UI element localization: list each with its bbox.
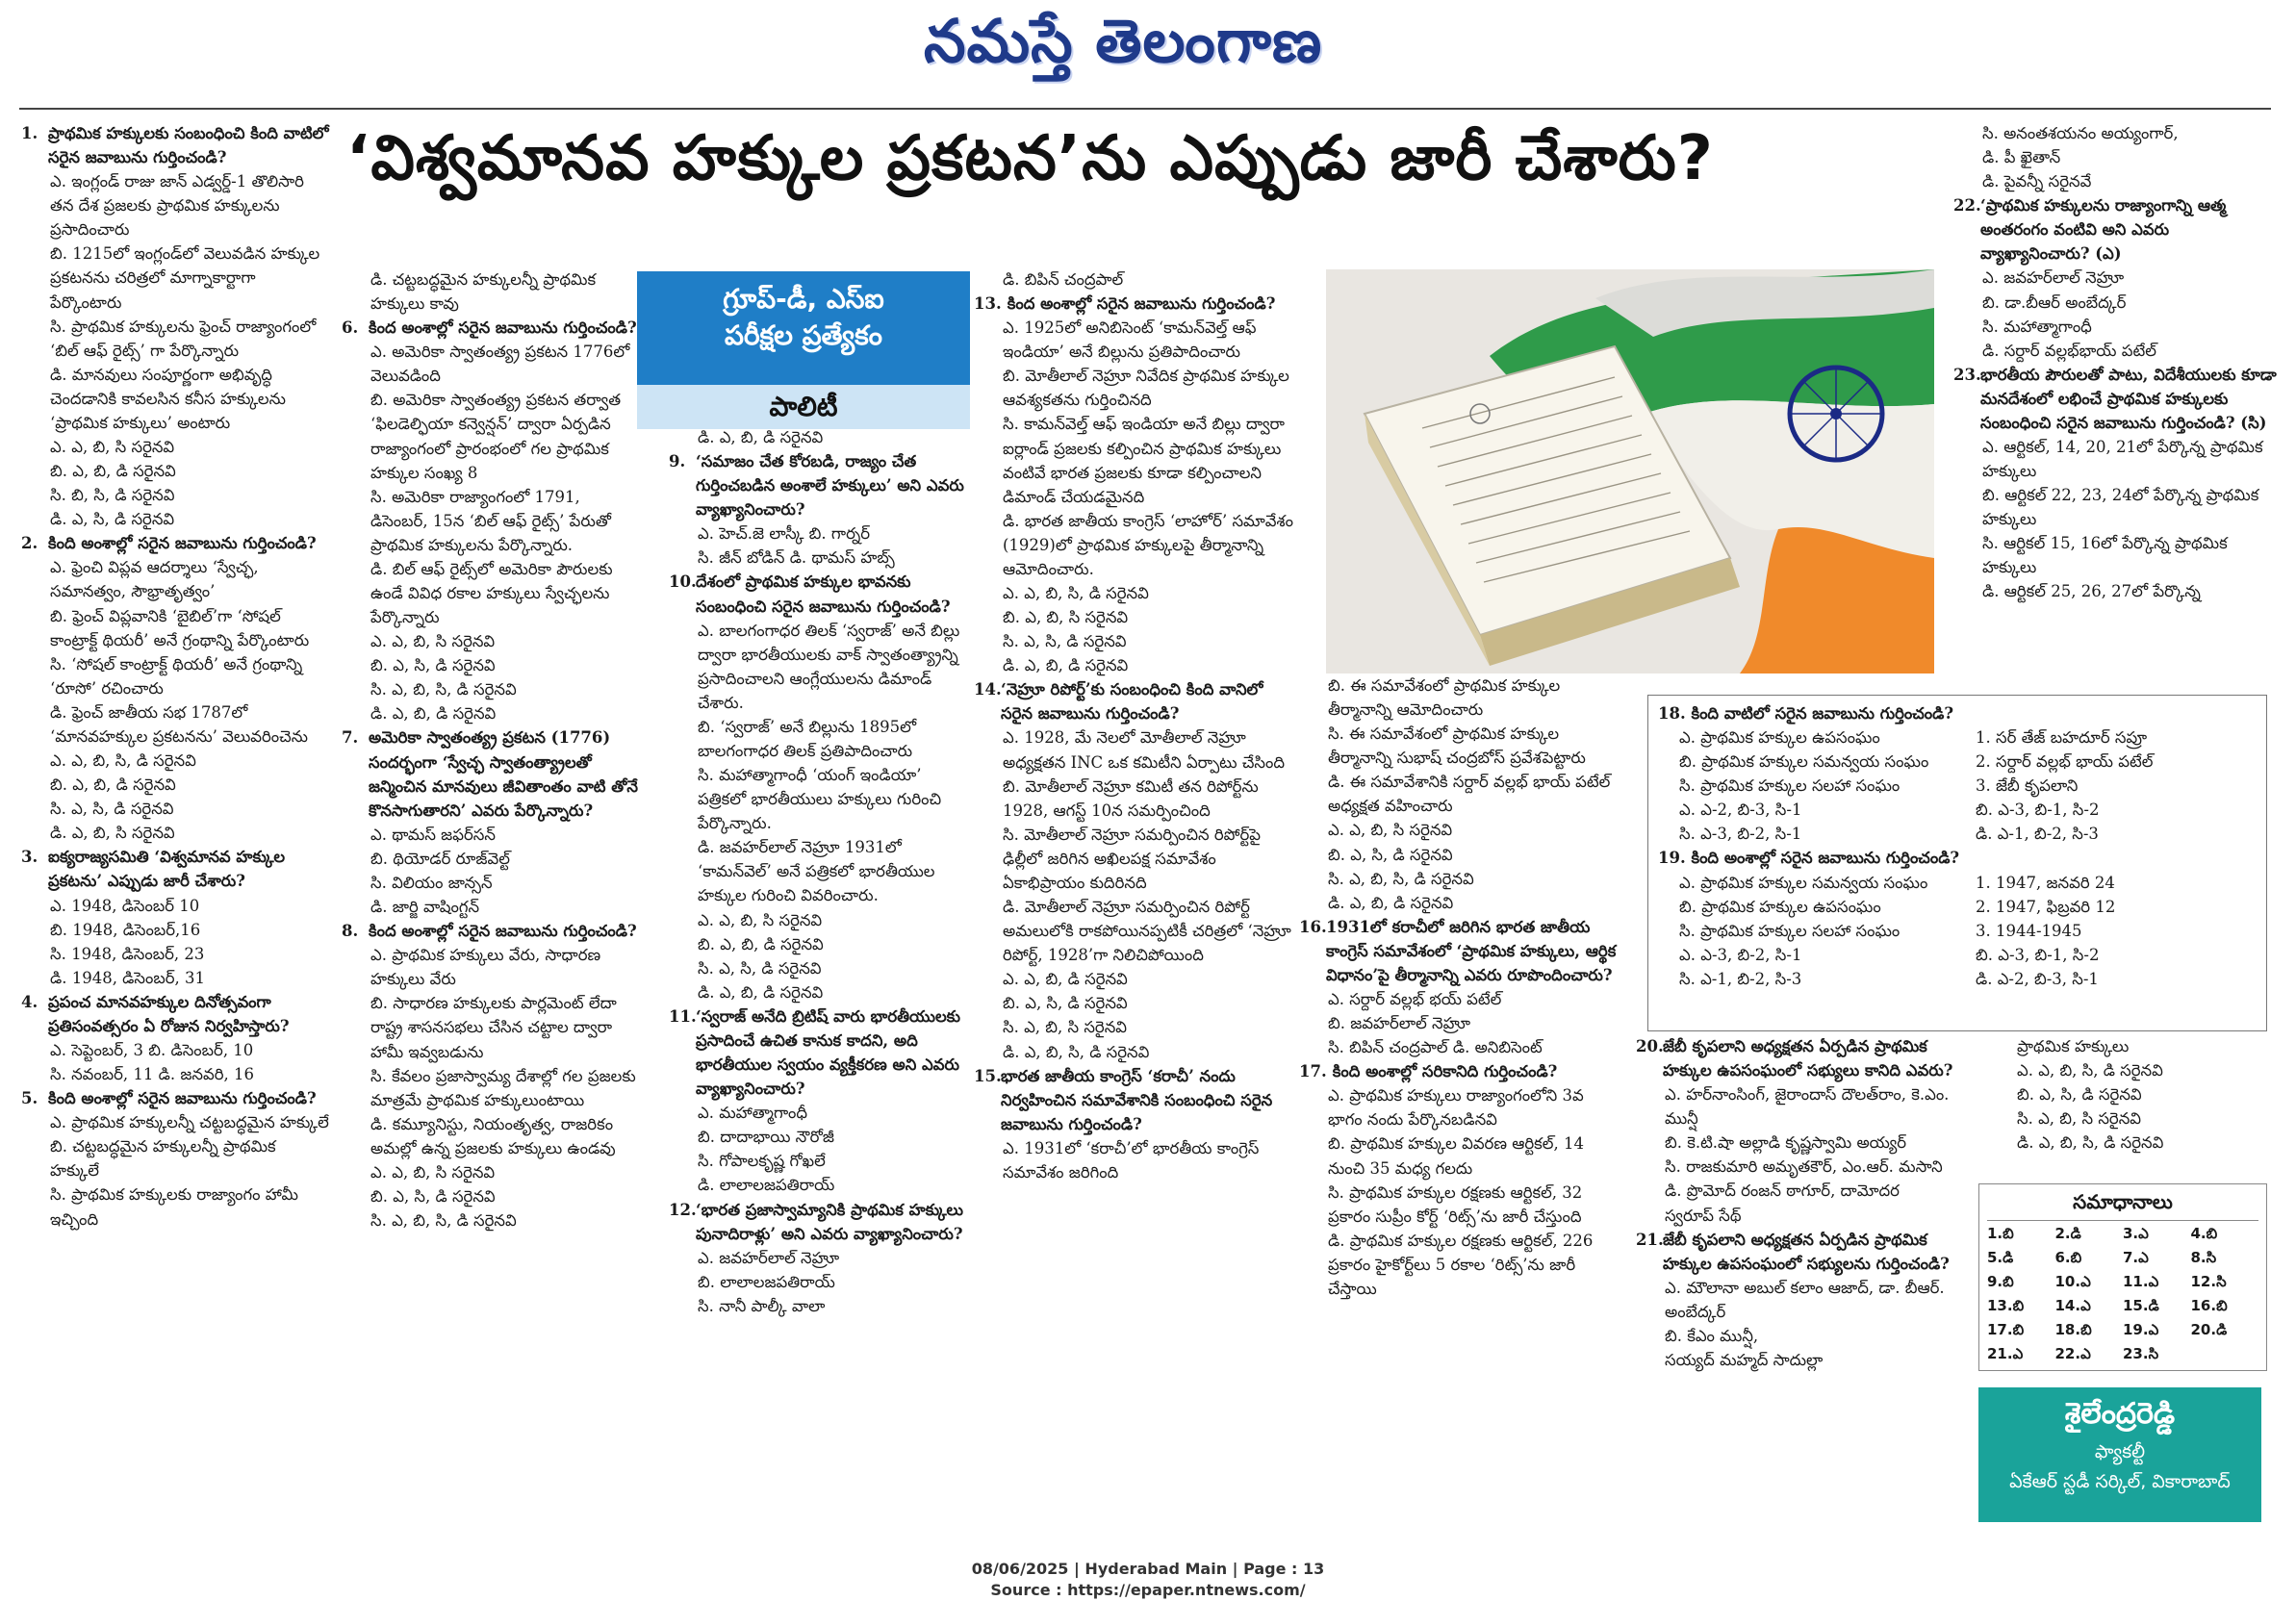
match-row	[1658, 822, 2257, 846]
question-text: ‘స్వరాజ్ అనేది బ్రిటిష్ వారు భారతీయులకు ప్రసాదించే ఉచిత కానుక కాదని, అది భారతీయుల స్వయం వ్యక్తీకరణ అని ఎవరు వ్యాఖ్యానించారు?	[696, 1006, 960, 1099]
option-text: ఎ. 1928, మే నెలలో మోతీలాల్ నెహ్రూ అధ్యక్షతన INC ఒక కమిటీని ఏర్పాటు చేసింది	[1003, 728, 1285, 772]
match-row	[1658, 919, 2257, 943]
question	[1636, 1034, 1953, 1082]
option-text: ఎ. జవహర్‌లాల్ నెహ్రూ	[1982, 268, 2125, 288]
option-text: సి. ఎ, బి, సి సరైనవి	[1003, 1018, 1128, 1037]
question-text: ‘సమాజం చేత కోరబడి, రాజ్యం చేత గుర్తించబడిన అంశాలే హక్కులు’ అని ఎవరు వ్యాఖ్యానించారు?	[696, 452, 964, 520]
answer-item: 3.ఎ	[2123, 1225, 2149, 1242]
question-number: 5.	[21, 1089, 38, 1108]
option-text: డి. ప్రొమోద్ రంజన్ ఠాగూర్, దామోదర స్వరూప్ సేథ్	[1665, 1182, 1900, 1225]
match-left: సి. ఎ-1, బి-2, సి-3	[1679, 969, 1802, 988]
page-footer	[0, 1559, 2296, 1601]
option-text: డి. ఎ, బి, డి సరైనవి	[370, 704, 497, 724]
question-19: 19. కింది అంశాల్లో సరైన జవాబును గుర్తించండి?	[1658, 849, 1960, 868]
option-text: ఎ. ప్రాథమిక హక్కులన్నీ చట్టబద్ధమైన హక్కులే	[50, 1113, 329, 1132]
column-7	[1953, 121, 2281, 604]
option-text: సి. బిపిన్ చంద్రపాల్ డి. అనిబిసెంట్	[1328, 1038, 1543, 1057]
question	[1299, 1059, 1617, 1083]
question-number: 12.	[669, 1200, 697, 1219]
question-number: 23.	[1953, 365, 1981, 384]
answer-item: 17.బి	[1987, 1321, 2025, 1338]
option-text: సి. బి, సి, డి సరైనవి	[50, 486, 175, 505]
option-text: డి. పైవన్నీ సరైనవే	[1982, 172, 2092, 191]
masthead-divider	[19, 108, 2271, 110]
option-text: డి. మోతీలాల్ నెహ్రూ సమర్పించిన రిపోర్ట్ అమలులోకి రాకపోయినప్పటికీ చరిత్రలో ‘నెహ్రూ రిపోర్ట్, 1928’గా నిలిచిపోయింది	[1003, 898, 1291, 965]
answer-item: 16.బి	[2190, 1297, 2228, 1314]
answer-item: 10.ఎ	[2054, 1273, 2091, 1290]
option-text: డి. లాలాలజపతిరాయ్	[698, 1176, 835, 1195]
answer-item: 13.బి	[1987, 1297, 2025, 1314]
question-text: కింద అంశాల్లో సరైన జవాబును గుర్తించండి?	[369, 922, 637, 941]
match-row	[1658, 871, 2257, 895]
answer-item: 14.ఎ	[2054, 1297, 2091, 1314]
question	[974, 292, 1296, 316]
option-text: ఎ. ఎ, బి, సి, డి సరైనవి	[1003, 584, 1149, 603]
answer-item: 9.బి	[1987, 1273, 2014, 1290]
answer-item: 7.ఎ	[2123, 1249, 2149, 1266]
option-text: సి. రాజకుమారి అమృతకౌర్, ఎం.ఆర్. మసాని	[1665, 1157, 1943, 1177]
option-text: బి. ఎ, సి, డి సరైనవి	[1328, 845, 1453, 864]
question	[21, 121, 329, 169]
question-number: 17.	[1299, 1062, 1327, 1081]
option-text: సి. ప్రాథమిక హక్కులను ఫ్రెంచ్ రాజ్యాంగంలో ‘బిల్ ఆఫ్ రైట్స్’ గా పేర్కొన్నారు	[50, 317, 317, 360]
option-text: ఎ. ఎ, బి, డి సరైనవి	[1003, 970, 1128, 989]
option-text: బి. చట్టబద్ధమైన హక్కులన్నీ ప్రాథమిక హక్కులే	[50, 1137, 276, 1181]
question-number: 1.	[21, 124, 38, 142]
question-text: జేబీ కృపలాని అధ్యక్షతన ఏర్పడిన ప్రాథమిక హక్కుల ఉపసంఘంలో సభ్యులను గుర్తించండి?	[1663, 1230, 1950, 1273]
option-text: సి. ‘సోషల్ కాంట్రాక్ట్ థియరీ’ అనే గ్రంథాన్ని ‘రూసో’ రచించారు	[50, 654, 303, 698]
option-text: సి. మహాత్మాగాంధీ ‘యంగ్ ఇండియా’ పత్రికలో భారతీయులు హక్కులు గురించి పేర్కొన్నారు.	[698, 766, 942, 833]
option-text: ఎ. ఎ, బి, సి, డి సరైనవి	[2017, 1061, 2163, 1080]
page-headline: ‘విశ్వమానవ హక్కుల ప్రకటన’ను ఎప్పుడు జారీ చేశారు?	[346, 123, 1714, 194]
match-row	[1658, 750, 2257, 774]
option-text: డి. చట్టబద్ధమైన హక్కులన్నీ ప్రాథమిక హక్కులు కావు	[370, 270, 597, 314]
option-text: డి. ఎ, బి, సి సరైనవి	[50, 824, 175, 843]
answer-item: 20.డి	[2190, 1321, 2228, 1338]
question-text: జేబీ కృపలాని అధ్యక్షతన ఏర్పడిన ప్రాథమిక హక్కుల ఉపసంఘంలో సభ్యులు కానిది ఎవరు?	[1663, 1037, 1953, 1080]
option-text: డి. ఫ్రెంచ్ జాతీయ సభ 1787లో ‘మానవహక్కుల ప్రకటనను’ వెలువరించెను	[50, 702, 309, 746]
match-right: 1. 1947, జనవరి 24	[1976, 873, 2115, 892]
option-text: బి. కేఎం మున్షీ,	[1665, 1326, 1759, 1345]
question-text: ఐక్యరాజ్యసమితి ‘విశ్వమానవ హక్కుల ప్రకటను’ ఎప్పుడు జారీ చేశారు?	[48, 848, 286, 891]
option-text: డి. ఎ, బి, సి, డి సరైనవి	[1003, 1042, 1150, 1061]
option-text: సి. ఈ సమావేశంలో ప్రాథమిక హక్కుల తీర్మానాన్ని సుభాష్ చంద్రబోస్ ప్రవేశపెట్టారు	[1328, 724, 1586, 768]
question	[342, 316, 640, 340]
option-text: డి. ఈ సమావేశానికి సర్దార్ వల్లభ్ భాయ్ పటేల్ అధ్యక్షత వహించారు	[1328, 773, 1611, 816]
answer-item: 23.సి	[2123, 1345, 2159, 1362]
option-text: బి. దాదాభాయి నౌరోజీ	[698, 1128, 834, 1147]
option-text: డి. మానవులు సంపూర్ణంగా అభివృద్ధి చెందడానికి కావలసిన కనీస హక్కులను ‘ప్రాథమిక హక్కులు’ అంటారు	[50, 365, 286, 432]
option-text: సి. మహాత్మాగాంధీ	[1982, 317, 2092, 336]
option-text: బి. 1215లో ఇంగ్లండ్‌లో వెలువడిన హక్కుల ప్రకటనను చరిత్రలో మాగ్నాకార్టాగా పేర్కొంటారు	[50, 244, 320, 312]
option-text: డి. పీ ఖైతాన్	[1982, 148, 2061, 167]
answer-item: 11.ఎ	[2123, 1273, 2159, 1290]
question-text: కింద అంశాల్లో సరైన జవాబును గుర్తించండి?	[369, 318, 637, 338]
match-right: 2. 1947, ఫిబ్రవరి 12	[1976, 897, 2116, 916]
question-text: దేశంలో ప్రాథమిక హక్కుల భావనకు సంబంధించి సరైన జవాబును గుర్తించండి?	[696, 572, 951, 616]
answer-item: 6.బి	[2054, 1249, 2082, 1266]
column-2	[342, 267, 640, 1233]
answer-item: 22.ఎ	[2054, 1345, 2091, 1362]
option-text: డి. ఎ, బి, డి సరైనవి	[1003, 656, 1129, 675]
column-8	[1988, 1034, 2277, 1155]
option-text: డి. సర్దార్ వల్లభ్‌భాయ్ పటేల్	[1982, 341, 2156, 360]
option-text: బి. ఈ సమావేశంలో ప్రాథమిక హక్కుల తీర్మానాన్ని ఆమోదించారు	[1328, 676, 1561, 720]
option-text: ప్రాథమిక హక్కులు	[2017, 1037, 2130, 1055]
answers-grid	[1987, 1225, 2258, 1366]
question-text: కింది అంశాల్లో సరైన జవాబును గుర్తించండి?	[48, 534, 317, 553]
question-number: 4.	[21, 992, 38, 1011]
option-text: ఎ. హర్‌నాంసింగ్, జైరాందాస్ దౌలత్‌రాం, కె.ఎం. మున్షీ	[1665, 1085, 1950, 1129]
option-text: సి. ఎ, సి, డి సరైనవి	[50, 800, 174, 819]
question	[669, 1198, 967, 1246]
match-left: ఎ. ప్రాథమిక హక్కుల సమన్వయ సంఘం	[1679, 873, 1928, 892]
option-text: ఎ. ఎ, బి, సి సరైనవి	[50, 438, 175, 457]
question-number: 2.	[21, 534, 38, 553]
option-text: ఎ. ప్రాథమిక హక్కులు వేరు, సాధారణ హక్కులు వేరు	[370, 946, 601, 989]
answer-item: 8.సి	[2190, 1249, 2217, 1266]
question-text: ‘భారత ప్రజాస్వామ్యానికి ప్రాథమిక హక్కులు పునాదిరాళ్లు’ అని ఎవరు వ్యాఖ్యానించారు?	[696, 1200, 963, 1243]
option-text: సి. ఎ, బి, సి సరైనవి	[2017, 1109, 2142, 1129]
option-text: డి. ఎ, బి, డి సరైనవి	[698, 428, 824, 446]
question-number: 20.	[1636, 1037, 1664, 1055]
option-text: సి. జీన్ బోడిన్ డి. థామస్ హబ్స్	[698, 548, 895, 568]
option-text: బి. డా.బీఆర్ అంబేద్కర్	[1982, 292, 2127, 312]
author-role: ఫ్యాకల్టీ	[2094, 1441, 2146, 1462]
match-row	[1658, 895, 2257, 919]
match-right: బి. ఎ-3, బి-1, సి-2	[1976, 800, 2100, 820]
option-text: ఎ. 1948, డిసెంబర్ 10	[50, 896, 200, 915]
match-left: ఎ. ఎ-3, బి-2, సి-1	[1679, 945, 1802, 964]
option-text: ఎ. ఎ, బి, సి సరైనవి	[370, 1162, 496, 1182]
option-text: డి. భారత జాతీయ కాంగ్రెస్ ‘లాహోర్’ సమావేశం (1929)లో ప్రాథమిక హక్కులపై తీర్మానాన్ని ఆమోదించారు.	[1003, 511, 1293, 578]
photo-illustration	[1326, 269, 1934, 673]
question	[1636, 1228, 1953, 1276]
masthead-logo: నమస్తే తెలంగాణ	[924, 6, 1323, 76]
question	[1953, 363, 2281, 435]
match-left: సి. ప్రాథమిక హక్కుల సలహా సంఘం	[1679, 921, 1901, 940]
question-number: 10.	[669, 572, 697, 592]
option-text: సి. ఎ, సి, డి సరైనవి	[1003, 632, 1127, 651]
answer-item: 15.డి	[2123, 1297, 2159, 1314]
match-left: బి. ప్రాథమిక హక్కుల ఉపసంఘం	[1679, 897, 1881, 916]
match-left: ఎ. ప్రాథమిక హక్కుల ఉపసంఘం	[1679, 728, 1880, 748]
question-text: ప్రాథమిక హక్కులకు సంబంధించి కింది వాటిలో సరైన జవాబును గుర్తించండి?	[48, 124, 329, 167]
question	[21, 845, 329, 893]
option-text: ఎ. మౌలానా అబుల్ కలాం ఆజాద్, డా. బీఆర్. అంబేద్కర్	[1665, 1278, 1945, 1321]
option-text: డి. బిపిన్ చంద్రపాల్	[1003, 270, 1124, 289]
option-text: బి. ఎ, సి, డి సరైనవి	[1003, 994, 1128, 1013]
option-text: సి. నవంబర్, 11 డి. జనవరి, 16	[50, 1065, 254, 1084]
match-row	[1658, 943, 2257, 967]
option-text: డి. కమ్యూనిస్టు, నియంతృత్వ, రాజరికం అమల్లో ఉన్న ప్రజలకు హక్కులు ఉండవు	[370, 1114, 616, 1157]
option-text: సి. అమెరికా రాజ్యాంగంలో 1791, డిసెంబర్, 15న ‘బిల్ ఆఫ్ రైట్స్’ పేరుతో ప్రాథమిక హక్కులను పేర్కొన్నారు.	[370, 487, 611, 554]
column-3	[669, 425, 967, 1318]
question-number: 15.	[974, 1066, 1002, 1085]
masthead	[0, 0, 2296, 106]
option-text: డి. 1948, డిసెంబర్, 31	[50, 968, 205, 987]
match-right: 2. సర్దార్ వల్లభ్ భాయ్ పటేల్	[1976, 752, 2154, 772]
option-text: ఎ. బాలగంగాధర తిలక్ ‘స్వరాజ్’ అనే బిల్లు ద్వారా భారతీయులకు వాక్ స్వాతంత్య్రాన్ని ప్రసాదించాలని ఆంగ్లేయులను డిమాండ్ చేశారు.	[698, 621, 960, 712]
option-text: ఎ. థామస్ జఫర్‌సన్	[370, 825, 496, 844]
option-text: బి. ఎ, బి, సి సరైనవి	[1003, 608, 1129, 627]
banner-line-1: గ్రూప్-డీ, ఎస్ఐ	[723, 283, 884, 315]
match-right: 1. సర్ తేజ్ బహదూర్ సప్రూ	[1976, 728, 2148, 748]
option-text: సి. కామన్‌వెల్త్ ఆఫ్ ఇండియా అనే బిల్లు ద్వారా ఐర్లాండ్ ప్రజలకు కల్పించిన ప్రాథమిక హక్కులు వంటివే భారత ప్రజలకు కూడా కల్పించాలని డిమాండ్ చేయడమైనది	[1003, 415, 1286, 506]
option-text: సి. ఎ, సి, డి సరైనవి	[698, 958, 822, 978]
match-right: 3. 1944-1945	[1976, 921, 2082, 940]
option-text: సి. నానీ పాల్కీ వాలా	[698, 1296, 826, 1315]
match-left: బి. ప్రాథమిక హక్కుల సమన్వయ సంఘం	[1679, 752, 1929, 772]
option-text: బి. ఫ్రెంచ్ విప్లవానికి ‘బైబిల్’గా ‘సోషల్ కాంట్రాక్ట్ థియరీ’ అనే గ్రంథాన్ని పేర్కొంటారు	[50, 606, 310, 649]
option-text: సి. ప్రాథమిక హక్కుల రక్షణకు ఆర్టికల్, 32 ప్రకారం సుప్రీం కోర్ట్ ‘రిట్స్’ను జారీ చేస్తుంది	[1328, 1182, 1583, 1226]
question-number: 11.	[669, 1006, 697, 1026]
author-box	[1978, 1387, 2261, 1522]
question-number: 7.	[342, 728, 359, 748]
section-banner	[637, 271, 970, 429]
option-text: బి. ఆర్టికల్ 22, 23, 24లో పేర్కొన్న ప్రాథమిక హక్కులు	[1982, 486, 2259, 529]
question-number: 8.	[342, 922, 359, 941]
option-text: బి. మోతీలాల్ నెహ్రూ కమిటీ తన రిపోర్ట్‌ను 1928, ఆగస్ట్ 10న సమర్పించింది	[1003, 776, 1259, 820]
option-text: ఎ. ఇంగ్లండ్ రాజు జాన్ ఎడ్వర్డ్-1 తొలిసారి తన దేశ ప్రజలకు ప్రాథమిక హక్కులను ప్రసాదించారు	[50, 172, 304, 240]
question-text: భారత జాతీయ కాంగ్రెస్ ‘కరాచీ’ నందు నిర్వహించిన సమావేశానికి సంబంధించి సరైన జవాబును గుర్తించండి?	[1001, 1066, 1273, 1133]
answer-item: 1.బి	[1987, 1225, 2014, 1242]
match-right: 3. జేబీ కృపలాని	[1976, 776, 2079, 796]
question-text: 1931లో కరాచీలో జరిగిన భారత జాతీయ కాంగ్రెస్ సమావేశంలో ‘ప్రాథమిక హక్కులు, ఆర్థిక విధానం’పై తీర్మానాన్ని ఎవరు రూపొందించారు?	[1326, 917, 1617, 984]
question-text: కింది అంశాల్లో సరికానిది గుర్తించండి?	[1332, 1062, 1558, 1081]
option-text: ఎ. 1925లో అనిబిసెంట్ ‘కామన్‌వెల్త్ ఆఫ్ ఇండియా’ అనే బిల్లును ప్రతిపాదించారు	[1003, 318, 1257, 362]
question	[342, 919, 640, 943]
option-text: ఎ. జవహర్‌లాల్ నెహ్రూ	[698, 1248, 840, 1267]
footer-edition: 08/06/2025 | Hyderabad Main | Page : 13	[971, 1560, 1325, 1578]
option-text: సి. ఎ, బి, సి, డి సరైనవి	[1328, 869, 1474, 888]
answer-item: 18.బి	[2054, 1321, 2092, 1338]
option-text: ఎ. మహాత్మాగాంధీ	[698, 1104, 807, 1123]
column-6	[1636, 1034, 1953, 1372]
question	[21, 531, 329, 555]
banner-line-2: పరీక్షల ప్రత్యేకం	[725, 318, 882, 351]
question	[21, 1086, 329, 1110]
question-text: కింద అంశాల్లో సరైన జవాబును గుర్తించండి?	[1007, 294, 1276, 314]
question	[21, 990, 329, 1038]
question	[1299, 915, 1617, 987]
banner-heading	[637, 271, 970, 385]
option-text: బి. లాలాలజపతిరాయ్	[698, 1272, 835, 1291]
option-text: బి. 1948, డిసెంబర్,16	[50, 920, 201, 939]
answer-item: 19.ఎ	[2123, 1321, 2159, 1338]
option-text: ఎ. ప్రాథమిక హక్కులు రాజ్యాంగంలోని 3వ భాగం నందు పేర్కొనబడినవి	[1328, 1086, 1584, 1130]
option-text: సి. ప్రాథమిక హక్కులకు రాజ్యాంగం హామీ ఇచ్చింది	[50, 1185, 298, 1229]
option-text: సి. ఆర్టికల్ 15, 16లో పేర్కొన్న ప్రాథమిక హక్కులు	[1982, 534, 2228, 577]
option-text: బి. కె.టి.షా అల్లాడి కృష్ణస్వామి అయ్యర్	[1665, 1133, 1907, 1153]
option-text: ఎ. ఫ్రెంచి విప్లవ ఆదర్శాలు ‘స్వేచ్ఛ, సమానత్వం, సౌభ్రాతృత్వం’	[50, 558, 259, 601]
question	[974, 1064, 1296, 1136]
option-text: డి. ఎ, బి, సి, డి సరైనవి	[2017, 1133, 2164, 1153]
question-18: 18. కింది వాటిలో సరైన జవాబును గుర్తించండి?	[1658, 704, 1954, 723]
question-text: ‘ప్రాథమిక హక్కులను రాజ్యాంగాన్ని ఆత్మ అంతరంగం వంటివి అని ఎవరు వ్యాఖ్యానించారు? (ఎ)	[1980, 196, 2227, 264]
q19-rows	[1658, 871, 2257, 991]
option-text: ఎ. హెచ్.జె లాస్కీ బి. గార్నర్	[698, 524, 871, 544]
answer-item: 12.సి	[2190, 1273, 2227, 1290]
question-number: 3.	[21, 848, 38, 867]
footer-source: Source : https://epaper.ntnews.com/	[990, 1581, 1306, 1600]
question-number: 21.	[1636, 1230, 1664, 1249]
column-5	[1299, 673, 1617, 1301]
option-text: ఎ. ఎ, బి, సి సరైనవి	[370, 632, 496, 651]
option-text: డి. ఎ, సి, డి సరైనవి	[50, 510, 175, 529]
match-right: డి. ఎ-1, బి-2, సి-3	[1976, 825, 2099, 844]
option-text: ఎ. ఎ, బి, సి, డి సరైనవి	[50, 751, 196, 771]
question-number: 13.	[974, 294, 1002, 314]
option-text: బి. ఎ, బి, డి సరైనవి	[698, 934, 824, 953]
match-right: డి. ఎ-2, బి-3, సి-1	[1976, 969, 2099, 988]
option-text: ఎ. ఆర్టికల్, 14, 20, 21లో పేర్కొన్న ప్రాథమిక హక్కులు	[1982, 438, 2263, 481]
option-text: సి. మోతీలాల్ నెహ్రూ సమర్పించిన రిపోర్ట్‌పై ఢిల్లీలో జరిగిన అఖిలపక్ష సమావేశం ఏకాభిప్రాయం కుదిరినది	[1003, 825, 1261, 892]
option-text: సి. అనంతశయనం అయ్యంగార్,	[1982, 124, 2179, 142]
option-text: సయ్యద్ మహ్మద్ సాదుల్లా	[1665, 1351, 1824, 1370]
option-text: సి. గోపాలకృష్ణ గోఖలే	[698, 1152, 826, 1171]
option-text: బి. ప్రాథమిక హక్కుల వివరణ ఆర్టికల్, 14 నుంచి 35 మధ్య గలదు	[1328, 1134, 1584, 1178]
option-text: డి. జార్జి వాషింగ్టన్	[370, 898, 480, 917]
option-text: బి. ఎ, బి, డి సరైనవి	[50, 775, 176, 795]
question	[1953, 193, 2281, 266]
question	[342, 725, 640, 822]
match-questions-box	[1647, 695, 2267, 1031]
option-text: డి. ప్రాథమిక హక్కుల రక్షణకు ఆర్టికల్, 226 ప్రకారం హైకోర్ట్‌లు 5 రకాల ‘రిట్స్’ను జారీ చేస్తాయి	[1328, 1231, 1594, 1298]
option-text: సి. 1948, డిసెంబర్, 23	[50, 944, 205, 963]
question-text: అమెరికా స్వాతంత్య్ర ప్రకటన (1776) సందర్భంగా ‘స్వేచ్ఛ స్వాతంత్య్రాలతో జన్మించిన మానవులు జీవితాంతం వాటి తోనే కొనసాగుతారని’ ఎవరు పేర్కొన్నారు?	[369, 728, 638, 820]
option-text: బి. ఎ, సి, డి సరైనవి	[370, 1186, 496, 1206]
question	[974, 677, 1296, 725]
option-text: ఎ. అమెరికా స్వాతంత్య్ర ప్రకటన 1776లో వెలువడింది	[370, 343, 630, 386]
constitution-flag-photo	[1326, 269, 1934, 673]
question-number: 16.	[1299, 917, 1327, 936]
question	[669, 1004, 967, 1101]
author-name: శైలేంద్రరెడ్డి	[2064, 1397, 2176, 1431]
option-text: బి. థియోడర్ రూజ్‌వెల్ట్	[370, 849, 510, 868]
match-row	[1658, 725, 2257, 750]
option-text: బి. సాధారణ హక్కులకు పార్లమెంట్ లేదా రాష్ట్ర శాసనసభలు చేసిన చట్టాల ద్వారా హామీ ఇవ్వబడును	[370, 994, 617, 1061]
column-4	[974, 267, 1296, 1184]
question	[669, 449, 967, 521]
match-right: బి. ఎ-3, బి-1, సి-2	[1976, 945, 2100, 964]
option-text: బి. ఎ, సి, డి సరైనవి	[370, 656, 496, 675]
option-text: బి. ‘స్వరాజ్’ అనే బిల్లును 1895లో బాలగంగాధర తిలక్ ప్రతిపాదించారు	[698, 717, 917, 761]
option-text: ఎ. ఎ, బి, సి సరైనవి	[698, 910, 823, 929]
match-left: సి. ఎ-3, బి-2, సి-1	[1679, 825, 1802, 844]
option-text: బి. ఎ, బి, డి సరైనవి	[50, 462, 176, 481]
option-text: డి. బిల్ ఆఫ్ రైట్స్‌లో అమెరికా పౌరులకు ఉండే వివిధ రకాల హక్కులు స్వేచ్ఛలను పేర్కొన్నారు	[370, 559, 613, 627]
match-left: ఎ. ఎ-2, బి-3, సి-1	[1679, 800, 1802, 820]
question-number: 22.	[1953, 196, 1981, 216]
option-text: డి. జవహర్‌లాల్ నెహ్రూ 1931లో ‘కామన్‌వెల్’ అనే పత్రికలో భారతీయుల హక్కుల గురించి వివరించారు.	[698, 838, 935, 905]
option-text: డి. ఎ, బి, డి సరైనవి	[698, 982, 824, 1002]
question-text: కింది అంశాల్లో సరైన జవాబును గుర్తించండి?	[48, 1089, 317, 1108]
option-text: బి. జవహర్‌లాల్ నెహ్రూ	[1328, 1014, 1471, 1033]
match-row	[1658, 798, 2257, 822]
answers-box	[1978, 1183, 2267, 1371]
option-text: డి. ఆర్టికల్ 25, 26, 27లో పేర్కొన్న	[1982, 582, 2201, 601]
option-text: సి. విలియం జాన్సన్	[370, 873, 493, 892]
match-left: సి. ప్రాథమిక హక్కుల సలహా సంఘం	[1679, 776, 1901, 796]
match-row	[1658, 967, 2257, 991]
option-text: ఎ. ఎ, బి, సి సరైనవి	[1328, 821, 1453, 840]
option-text: ఎ. 1931లో ‘కరాచీ’లో భారతీయ కాంగ్రెస్ సమావేశం జరిగింది	[1003, 1138, 1260, 1182]
option-text: బి. మోతీలాల్ నెహ్రూ నివేదిక ప్రాథమిక హక్కుల ఆవశ్యకతను గుర్తించినది	[1003, 367, 1289, 410]
option-text: ఎ. సర్దార్ వల్లభ్ భయ్ పటేల్	[1328, 990, 1502, 1009]
answers-title: సమాధానాలు	[1987, 1188, 2258, 1221]
question-number: 14.	[974, 680, 1002, 699]
question	[669, 570, 967, 618]
option-text: బి. అమెరికా స్వాతంత్య్ర ప్రకటన తర్వాత ‘ఫిలడెల్ఫియా కన్వెన్షన్’ ద్వారా ఏర్పడిన రాజ్యాంగంలో ప్రారంభంలో గల ప్రాథమిక హక్కుల సంఖ్య 8	[370, 391, 622, 482]
question-number: 9.	[669, 452, 686, 471]
banner-subject: పాలిటీ	[637, 385, 970, 429]
q18-rows	[1658, 725, 2257, 846]
author-org: ఏకేఆర్ స్టడీ సర్కిల్, వికారాబాద్	[2009, 1471, 2231, 1492]
option-text: బి. ఎ, సి, డి సరైనవి	[2017, 1085, 2142, 1105]
option-text: సి. ఎ, బి, సి, డి సరైనవి	[370, 680, 517, 699]
question-text: భారతీయ పౌరులతో పాటు, విదేశీయులకు కూడా మనదేశంలో లభించే ప్రాథమిక హక్కులకు సంబంధించి సరైన జవాబును గుర్తించండి? (సి)	[1980, 365, 2277, 432]
question-text: ‘నెహ్రూ రిపోర్ట్’కు సంబంధించి కింది వానిలో సరైన జవాబును గుర్తించండి?	[1001, 680, 1263, 724]
answer-item: 4.బి	[2190, 1225, 2218, 1242]
option-text: సి. కేవలం ప్రజాస్వామ్య దేశాల్లో గల ప్రజలకు మాత్రమే ప్రాథమిక హక్కులుంటాయి	[370, 1066, 636, 1109]
match-row	[1658, 774, 2257, 798]
option-text: సి. ఎ, బి, సి, డి సరైనవి	[370, 1211, 517, 1231]
answer-item: 21.ఎ	[1987, 1345, 2024, 1362]
question-number: 6.	[342, 318, 359, 338]
answer-item: 5.డి	[1987, 1249, 2014, 1266]
option-text: డి. ఎ, బి, డి సరైనవి	[1328, 893, 1454, 912]
answer-item: 2.డి	[2054, 1225, 2081, 1242]
option-text: ఎ. సెప్టెంబర్, 3 బి. డిసెంబర్, 10	[50, 1040, 254, 1059]
question-text: ప్రపంచ మానవహక్కుల దినోత్సవంగా ప్రతిసంవత్సరం ఏ రోజున నిర్వహిస్తారు?	[48, 992, 290, 1035]
column-1	[21, 121, 329, 1232]
